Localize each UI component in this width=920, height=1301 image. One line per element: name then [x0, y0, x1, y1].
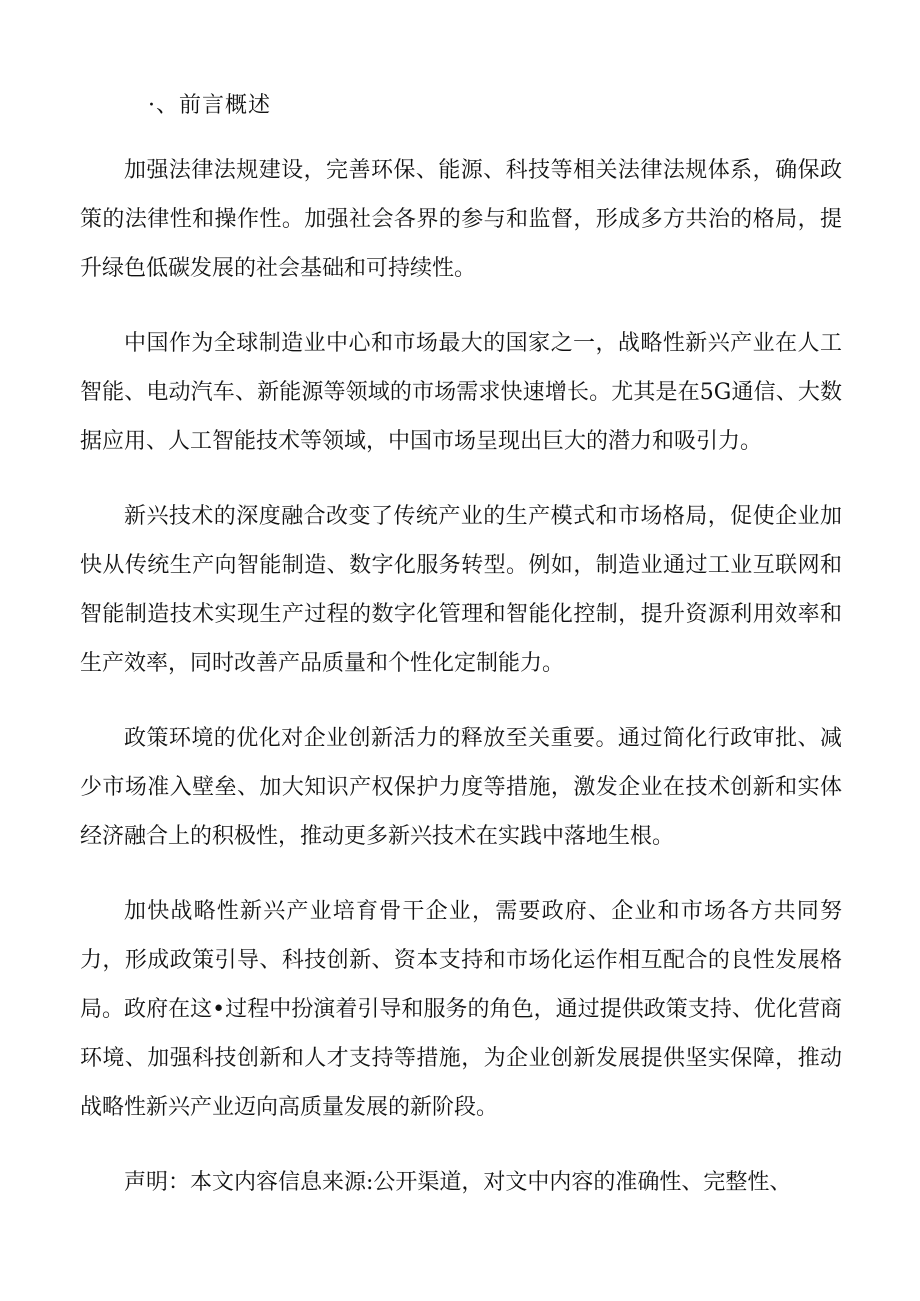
paragraph-tech-integration: 新兴技术的深度融合改变了传统产业的生产模式和市场格局，促使企业加快从传统生产向智能制造、数字化服务转型。例如，制造业通过工业互联网和智能制造技术实现生产过程的数字化管理和智能化控制，提升资源利用效率和生产效率，同时改善产品质量和个性化定制能力。 — [80, 504, 842, 676]
paragraph-policy-environment: 政策环境的优化对企业创新活力的释放至关重要。通过简化行政审批、减少市场准入壁垒、加大知识产权保护力度等措施，激发企业在技术创新和实体经济融合上的积极性，推动更多新兴技术在实践中落地生根。 — [80, 726, 842, 849]
paragraph-market-demand: 中国作为全球制造业中心和市场最大的国家之一，战略性新兴产业在人工智能、电动汽车、新能源等领域的市场需求快速增长。尤其是在5G通信、大数据应用、人工智能技术等领域，中国市场呈现出巨大的潜力和吸引力。 — [80, 331, 842, 454]
body-text — [80, 146, 842, 1207]
section-heading: ·、前言概述 — [148, 93, 271, 118]
paragraph-disclaimer: 声明：本文内容信息来源:公开渠道，对文中内容的准确性、完整性、 — [124, 1170, 792, 1195]
paragraph-legal-framework: 加强法律法规建设，完善环保、能源、科技等相关法律法规体系，确保政策的法律性和操作性。加强社会各界的参与和监督，形成多方共治的格局，提升绿色低碳发展的社会基础和可持续性。 — [80, 158, 842, 281]
paragraph-key-enterprises: 加快战略性新兴产业培育骨干企业，需要政府、企业和市场各方共同努力，形成政策引导、科技创新、资本支持和市场化运作相互配合的良性发展格局。政府在这•过程中扮演着引导和服务的角色，通过提供政策支持、优化营商环境、加强科技创新和人才支持等措施，为企业创新发展提供坚实保障，推动战略性新兴产业迈向高质量发展的新阶段。 — [80, 899, 842, 1120]
